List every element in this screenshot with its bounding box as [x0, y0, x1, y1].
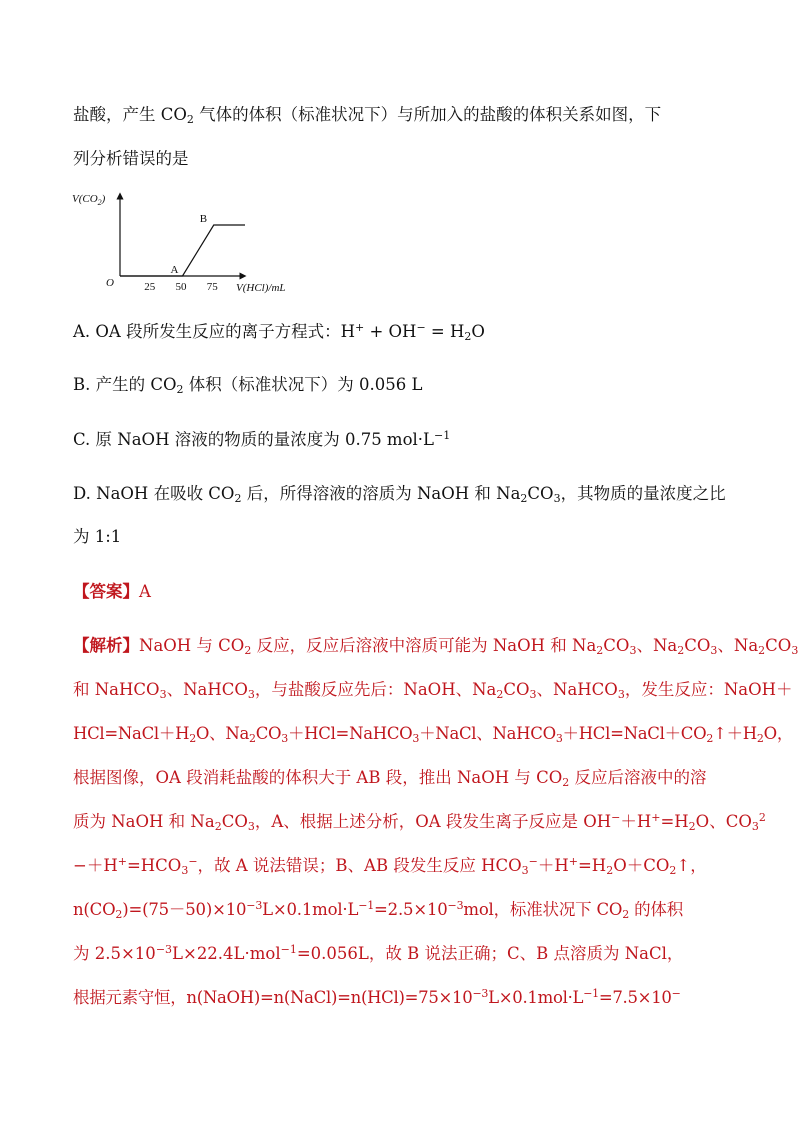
text-segment: =HCO [126, 856, 182, 875]
text-segment: )=(75－50)×10 [122, 900, 247, 919]
subscript: 2 [189, 732, 196, 745]
subscript: 2 [688, 820, 696, 833]
question-line-2: 列分析错误的是 [73, 149, 189, 168]
text-segment: CO [527, 484, 554, 503]
text-segment: CO [603, 636, 630, 655]
subscript: 2 [115, 908, 123, 921]
subscript: 2 [234, 492, 242, 505]
text-segment: ＋H [537, 856, 569, 875]
subscript: 3 [553, 492, 561, 505]
text-segment: 、NaHCO [536, 680, 618, 699]
option-a [73, 321, 485, 343]
superscript: 2 [758, 811, 766, 824]
text-segment: 、Na [717, 636, 759, 655]
text-segment: O、CO [695, 812, 752, 831]
text-segment: =2.5×10 [374, 900, 448, 919]
text-segment: ＋HCl=NaCl＋CO [562, 724, 707, 743]
text-segment: L×0.1mol·L [488, 988, 584, 1007]
text-segment: L×22.4L·mol [172, 944, 281, 963]
superscript: −3 [447, 899, 464, 912]
superscript: + [117, 855, 127, 868]
option-b [73, 377, 422, 394]
point-label-a: A [170, 264, 179, 276]
text-segment: 为 2.5×10 [73, 944, 156, 963]
subscript: 2 [606, 864, 614, 877]
subscript: 3 [412, 732, 420, 745]
analysis-line-4 [73, 770, 707, 787]
text-segment: CO [255, 724, 282, 743]
subscript: 3 [710, 644, 718, 657]
subscript: 2 [622, 908, 630, 921]
superscript: −1 [280, 943, 297, 956]
text-segment: 后，所得溶液的溶质为 NaOH 和 Na [241, 484, 521, 503]
superscript: −1 [434, 429, 451, 442]
text-segment: ，A、根据上述分析，OA 段发生离子反应是 OH [254, 812, 612, 831]
subscript: 3 [521, 864, 529, 877]
x-tick-labels [144, 281, 218, 293]
text-segment: 体积（标准状况下）为 0.056 L [183, 375, 423, 394]
analysis-line-8 [73, 943, 684, 963]
origin-label: O [106, 277, 114, 289]
series-line [120, 225, 245, 276]
superscript: + [651, 811, 661, 824]
answer-line [73, 584, 151, 601]
text-segment: CO [221, 812, 248, 831]
text-segment: 质为 NaOH 和 Na [73, 812, 215, 831]
subscript: 2 [214, 820, 222, 833]
analysis-line-6 [73, 855, 707, 877]
y-axis-label-end: ) [101, 193, 106, 205]
text-segment: =H [660, 812, 689, 831]
text-segment: ＋HCl=NaHCO [287, 724, 413, 743]
text-segment: HCl=NaCl＋H [73, 724, 190, 743]
text-segment: = H [425, 322, 465, 341]
superscript: − [416, 321, 426, 334]
analysis-label: 【解析】 [73, 636, 139, 655]
option-d-line-1 [73, 486, 726, 503]
superscript: + [568, 855, 578, 868]
text-segment: C. 原 NaOH 溶液的物质的量浓度为 0.75 mol·L [73, 430, 434, 449]
y-axis-label-sub: 2 [97, 198, 102, 207]
superscript: −1 [358, 899, 375, 912]
x-tick-label: 75 [206, 281, 218, 293]
text-segment: 反应，反应后溶液中溶质可能为 NaOH 和 Na [251, 636, 597, 655]
subscript: 2 [562, 776, 570, 789]
subscript: 3 [617, 688, 625, 701]
subscript: 3 [791, 644, 798, 657]
text-segment: ↑＋H [713, 724, 757, 743]
subscript: 2 [520, 492, 528, 505]
subscript: 3 [247, 688, 255, 701]
text-segment: O， [763, 724, 794, 743]
option-d-line-2: 为 1:1 [73, 527, 122, 546]
subscript: 3 [555, 732, 563, 745]
subscript: 3 [629, 644, 637, 657]
text-segment: CO [503, 680, 530, 699]
subscript: 2 [244, 644, 252, 657]
text-segment: ，与盐酸反应先后：NaOH、Na [254, 680, 497, 699]
analysis-line-3 [73, 726, 793, 743]
superscript: −3 [246, 899, 263, 912]
subscript: 2 [669, 864, 677, 877]
superscript: −1 [583, 987, 599, 1000]
subscript: 3 [181, 864, 189, 877]
analysis-line-1 [73, 638, 798, 655]
subscript: 3 [751, 820, 759, 833]
text-segment: 、NaHCO [166, 680, 248, 699]
subscript: 2 [756, 732, 764, 745]
analysis-line-5 [73, 811, 766, 833]
superscript: − [671, 987, 681, 1000]
text-segment: 反应后溶液中的溶 [569, 768, 707, 787]
superscript: − [611, 811, 621, 824]
subscript: 3 [281, 732, 288, 745]
superscript: − [528, 855, 538, 868]
text-segment: mol，标准状况下 CO [463, 900, 623, 919]
subscript: 2 [464, 330, 472, 343]
answer-label: 【答案】 [73, 582, 139, 601]
text-segment: =7.5×10 [598, 988, 672, 1007]
subscript: 3 [529, 688, 537, 701]
text-segment: B. 产生的 CO [73, 375, 177, 394]
subscript: 2 [496, 688, 504, 701]
text-segment: ，故 A 说法错误；B、AB 段发生反应 HCO [197, 856, 522, 875]
subscript: 2 [596, 644, 604, 657]
question-line-1 [73, 107, 661, 124]
text-segment: L×0.1mol·L [262, 900, 359, 919]
text-segment: ，发生反应：NaOH＋ [624, 680, 793, 699]
text-segment: 、Na [636, 636, 678, 655]
superscript: + [354, 321, 365, 334]
x-axis-label: V(HCl)/mL [236, 282, 286, 294]
point-label-b: B [199, 213, 208, 225]
y-axis-label [72, 193, 106, 207]
analysis-line-7 [73, 899, 683, 921]
text-segment: 根据元素守恒，n(NaOH)=n(NaCl)=n(HCl)=75×10 [73, 988, 473, 1007]
text-segment: D. NaOH 在吸收 CO [73, 484, 235, 503]
text-segment: 的体积 [629, 900, 683, 919]
y-axis-label-main: V(CO [72, 193, 98, 205]
text-segment: 盐酸，产生 CO [73, 105, 187, 124]
x-tick-label: 25 [144, 281, 156, 293]
subscript: 3 [159, 688, 167, 701]
text-segment: 根据图像，OA 段消耗盐酸的体积大于 AB 段，推出 NaOH 与 CO [73, 768, 563, 787]
text-segment: CO [765, 636, 792, 655]
answer-value: A [139, 582, 151, 601]
text-segment: CO [684, 636, 711, 655]
text-segment: ＋NaCl、NaHCO [419, 724, 556, 743]
analysis-line-2 [73, 682, 793, 699]
superscript: −3 [155, 943, 173, 956]
text-segment: n(CO [73, 900, 116, 919]
text-segment: O [471, 322, 485, 341]
superscript: − [188, 855, 198, 868]
text-segment: ＋H [86, 856, 118, 875]
co2-volume-graph [72, 190, 313, 300]
option-c [73, 429, 451, 449]
text-segment: O、Na [195, 724, 249, 743]
subscript: 2 [706, 732, 714, 745]
text-segment: − [73, 856, 87, 875]
text-segment: ＋H [620, 812, 652, 831]
text-segment: ↑， [676, 856, 707, 875]
analysis-line-9 [73, 987, 681, 1007]
subscript: 2 [176, 383, 184, 396]
superscript: −3 [472, 987, 489, 1000]
text-segment: =0.056L，故 B 说法正确；C、B 点溶质为 NaCl， [296, 944, 684, 963]
text-segment: O＋CO [613, 856, 670, 875]
subscript: 2 [758, 644, 766, 657]
text-segment: 气体的体积（标准状况下）与所加入的盐酸的体积关系如图，下 [193, 105, 662, 124]
text-segment: A. OA 段所发生反应的离子方程式：H [73, 322, 355, 341]
text-segment: 和 NaHCO [73, 680, 160, 699]
subscript: 2 [677, 644, 685, 657]
text-segment: + OH [364, 322, 417, 341]
text-segment: NaOH 与 CO [139, 636, 245, 655]
subscript: 3 [247, 820, 255, 833]
subscript: 2 [186, 113, 194, 126]
subscript: 2 [249, 732, 256, 745]
text-segment: ，其物质的量浓度之比 [560, 484, 726, 503]
text-segment: =H [577, 856, 607, 875]
x-tick-label: 50 [175, 281, 187, 293]
